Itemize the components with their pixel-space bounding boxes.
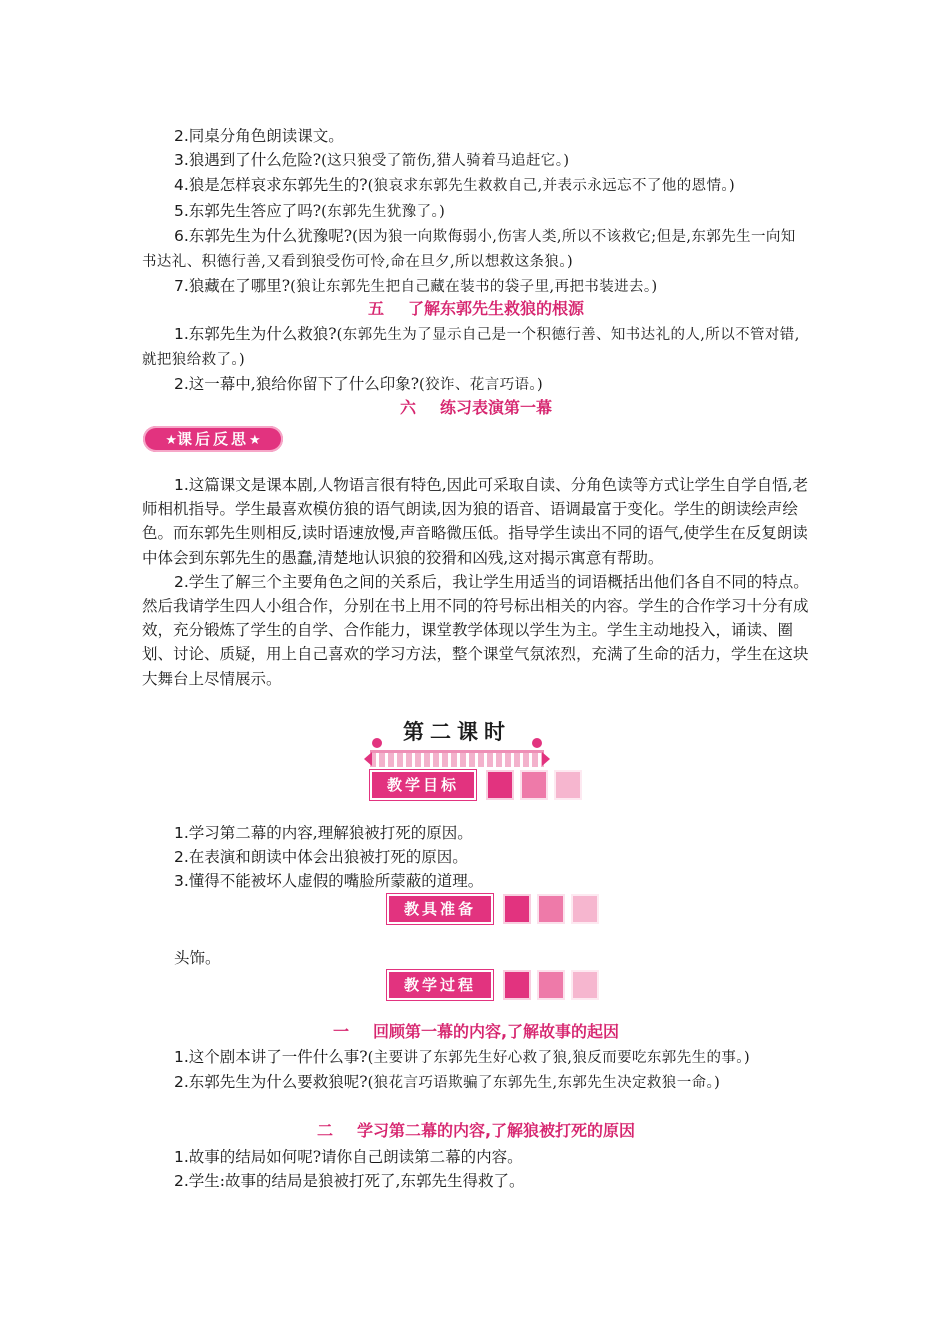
objectives-label-box (370, 770, 580, 800)
decor-square (571, 894, 599, 924)
materials-text: 头饰。 (174, 949, 221, 967)
star-icon: ★ (165, 433, 177, 448)
objective-item: 2.在表演和朗读中体会出狼被打死的原因。 (174, 848, 468, 867)
reflection-paragraph: 2.学生了解三个主要角色之间的关系后，我让学生用适当的词语概括出他们各自不同的特点。然后我请学生四人小组合作，分别在书上用不同的符号标出相关的内容。学生的合作学习十分有成效，充分锻炼了学生的自学、合作能力，课堂教学体现以学生为主。学生主动地投入，诵读、圈划、讨论、质疑，用上自己喜欢的学习方法，整个课堂气氛浓烈，充满了生命的活力，学生在这块大舞台上尽情展示。 (142, 572, 809, 688)
qa-item: 2.东郭先生为什么要救狼呢?(狼花言巧语欺骗了东郭先生,东郭先生决定救狼一命。) (174, 1073, 721, 1092)
answer-note: (狼让东郭先生把自己藏在装书的袋子里,再把书装进去。) (290, 279, 658, 296)
section-heading-5: 五 了解东郭先生救狼的根源 (367, 299, 585, 318)
reflection-paragraph: 1.这篇课文是课本剧,人物语言很有特色,因此可采取自读、分角色读等方式让学生自学自悟,老师相机指导。学生最喜欢模仿狼的语气朗读,因为狼的语音、语调最富于变化。学生的朗读绘声绘色。而东郭先生则相反,读时语速放慢,声音略微压低。指导学生读出不同的语气,使学生在反复朗读中体会到东郭先生的愚蠢,清楚地认识狼的狡猾和凶残,这对揭示寓意有帮助。 (142, 476, 809, 567)
reflection-text (142, 473, 810, 691)
section-heading-6: 六 练习表演第一幕 (399, 398, 553, 417)
decor-square (503, 894, 531, 924)
objectives-list (142, 821, 810, 894)
materials-label-box (387, 894, 597, 924)
decor-square (520, 770, 548, 800)
qa-item: 1.这个剧本讲了一件什么事?(主要讲了东郭先生好心救了狼,狼反而要吃东郭先生的事。) (174, 1048, 750, 1066)
qa-item: 2.学生:故事的结局是狼被打死了,东郭先生得救了。 (174, 1172, 525, 1191)
banner-dot (372, 738, 382, 748)
answer-note: (因为狼一向欺侮弱小,伤害人类,所以不该救它;但是,东郭先生一向知书达礼、积德行善,又看到狼受伤可怜,命在旦夕,所以想救这条狼。) (142, 228, 796, 271)
decor-square (537, 894, 565, 924)
reflection-badge: ★课后反思★ (143, 426, 283, 452)
banner-stripe (370, 750, 544, 767)
qa-list-1 (142, 124, 810, 299)
qa-list-5 (142, 322, 810, 398)
qa-item: 6.东郭先生为什么犹豫呢?(因为狼一向欺侮弱小,伤害人类,所以不该救它;但是,东郭先生一向知书达礼、积德行善,又看到狼受伤可怜,命在旦夕,所以想救这条狼。) (142, 226, 796, 271)
answer-note: (狼花言巧语欺骗了东郭先生,东郭先生决定救狼一命。) (367, 1075, 721, 1092)
answer-note: (这只狼受了箭伤,猎人骑着马追赶它。) (321, 153, 570, 170)
qa-item: 7.狼藏在了哪里?(狼让东郭先生把自己藏在装书的袋子里,再把书装进去。) (174, 277, 658, 296)
answer-note: (主要讲了东郭先生好心救了狼,狼反而要吃东郭先生的事。) (367, 1050, 750, 1066)
process-label-box (387, 970, 597, 1000)
answer-note: (狼哀求东郭先生救救自己,并表示永远忘不了他的恩情。) (367, 178, 736, 195)
objectives-label: 教学目标 (370, 770, 476, 800)
step-1-list (142, 1045, 810, 1095)
answer-note: (狡诈、花言巧语。) (419, 377, 544, 394)
qa-item: 4.狼是怎样哀求东郭先生的?(狼哀求东郭先生救救自己,并表示永远忘不了他的恩情。) (174, 176, 736, 195)
decor-square (571, 970, 599, 1000)
decor-square (537, 970, 565, 1000)
step-heading-1: 一 回顾第一幕的内容,了解故事的起因 (332, 1022, 620, 1041)
qa-item: 2.同桌分角色朗读课文。 (174, 127, 344, 145)
step-heading-2: 二 学习第二幕的内容,了解狼被打死的原因 (316, 1121, 636, 1140)
process-label: 教学过程 (387, 970, 493, 1000)
objective-item: 3.懂得不能被坏人虚假的嘴脸所蒙蔽的道理。 (174, 872, 484, 891)
objective-item: 1.学习第二幕的内容,理解狼被打死的原因。 (174, 824, 473, 842)
decor-square (503, 970, 531, 1000)
star-icon: ★ (249, 433, 261, 448)
lesson-title-banner (364, 716, 550, 768)
answer-note: (东郭先生犹豫了。) (321, 203, 446, 220)
banner-arrow-right (542, 752, 550, 766)
qa-item: 1.东郭先生为什么救狼?(东郭先生为了显示自己是一个积德行善、知书达礼的人,所以不管对错,就把狼给救了。) (142, 325, 800, 369)
decor-square (486, 770, 514, 800)
qa-item: 2.这一幕中,狼给你留下了什么印象?(狡诈、花言巧语。) (174, 375, 544, 394)
qa-item: 1.故事的结局如何呢?请你自己朗读第二幕的内容。 (174, 1148, 523, 1166)
decor-square (554, 770, 582, 800)
materials-label: 教具准备 (387, 894, 493, 924)
banner-dot (532, 738, 542, 748)
step-2-list (142, 1145, 810, 1193)
qa-item: 3.狼遇到了什么危险?(这只狼受了箭伤,猎人骑着马追赶它。) (174, 151, 570, 170)
qa-item: 5.东郭先生答应了吗?(东郭先生犹豫了。) (174, 201, 446, 220)
answer-note: (东郭先生为了显示自己是一个积德行善、知书达礼的人,所以不管对错,就把狼给救了。) (142, 327, 800, 369)
lesson-title: 第二课时 (403, 720, 511, 744)
banner-arrow-left (364, 752, 372, 766)
